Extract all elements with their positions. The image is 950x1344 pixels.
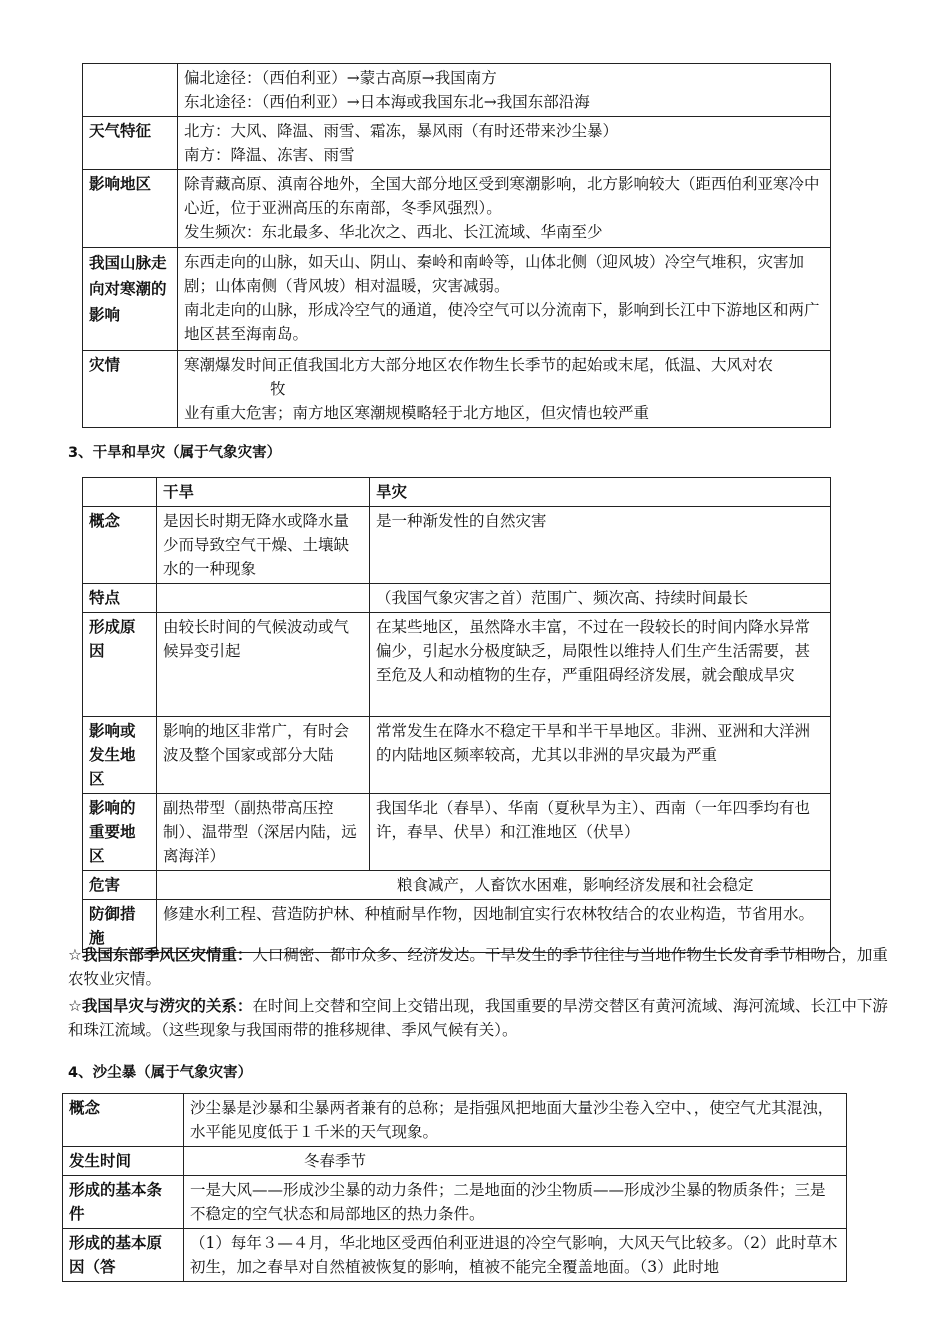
row-content	[178, 117, 831, 170]
row-head: 天气特征	[83, 117, 178, 170]
text-line: 偏北途径：（西伯利亚）→蒙古高原→我国南方	[184, 69, 497, 87]
table-row	[83, 794, 831, 871]
cell-drought: 是因长时期无降水或降水量少而导致空气干燥、土壤缺水的一种现象	[157, 507, 370, 584]
text-line: 南北走向的山脉，形成冷空气的通道，使冷空气可以分流南下，影响到长江中下游地区和两广地区甚至海南岛。	[184, 301, 820, 343]
column-header: 旱灾	[370, 478, 831, 507]
row-content	[178, 64, 831, 117]
table-row	[83, 117, 831, 170]
note-text: 在时间上交替和空间上交错出现，我国重要的旱涝交替区有黄河流域、海河流域、长江中下游和珠江流域。（这些现象与我国雨带的推移规律、季风气候有关）。	[68, 997, 888, 1039]
column-header	[83, 478, 157, 507]
row-head: 概念	[83, 507, 157, 584]
row-head	[83, 64, 178, 117]
row-head: 形成的基本条件	[63, 1176, 184, 1229]
table-row	[63, 1229, 847, 1282]
row-head: 形成原因	[83, 613, 157, 717]
drought-table	[82, 477, 831, 953]
text-line: 南方：降温、冻害、雨雪	[184, 146, 355, 164]
row-head: 影响的重要地区	[83, 794, 157, 871]
row-head: 防御措施	[83, 900, 157, 953]
note-label: ☆我国东部季风区灾情重：	[68, 946, 253, 964]
cell-span: 粮食减产，人畜饮水困难，影响经济发展和社会稳定	[157, 871, 831, 900]
sandstorm-table	[62, 1093, 847, 1282]
row-head: 我国山脉走向对寒潮的影响	[83, 248, 178, 351]
row-head: 危害	[83, 871, 157, 900]
note-text: 人口稠密、都市众多、经济发达。干旱发生的季节往往与当地作物生长发育季节相吻合，加重农牧业灾情。	[68, 946, 888, 988]
row-head: 特点	[83, 584, 157, 613]
row-content	[178, 248, 831, 351]
cell-drought-disaster: 常常发生在降水不稳定干旱和半干旱地区。非洲、亚洲和大洋洲的内陆地区频率较高，尤其以非洲的旱灾最为严重	[370, 717, 831, 794]
text-line: 寒潮爆发时间正值我国北方大部分地区农作物生长季节的起始或末尾，低温、大风对农	[184, 356, 774, 374]
row-head: 影响或发生地区	[83, 717, 157, 794]
row-content	[178, 170, 831, 248]
row-content: 一是大风——形成沙尘暴的动力条件；二是地面的沙尘物质——形成沙尘暴的物质条件；三是不稳定的空气状态和局部地区的热力条件。	[184, 1176, 847, 1229]
row-head: 影响地区	[83, 170, 178, 248]
note-east-monsoon	[68, 943, 888, 991]
table-row	[83, 64, 831, 117]
text-line: 牧	[270, 380, 286, 398]
table-row	[83, 507, 831, 584]
table-row	[83, 584, 831, 613]
table-row	[83, 717, 831, 794]
row-head: 形成的基本原因（答	[63, 1229, 184, 1282]
table-row	[83, 613, 831, 717]
table-row	[83, 351, 831, 428]
table-row	[83, 871, 831, 900]
row-content: 沙尘暴是沙暴和尘暴两者兼有的总称；是指强风把地面大量沙尘卷入空中、，使空气尤其混浊，水平能见度低于１千米的天气现象。	[184, 1094, 847, 1147]
text-line: 发生频次：东北最多、华北次之、西北、长江流域、华南至少	[184, 223, 603, 241]
cell-drought-disaster: 我国华北（春旱）、华南（夏秋旱为主）、西南（一年四季均有也许，春旱、伏旱）和江淮地区（伏旱）	[370, 794, 831, 871]
text-line: 东西走向的山脉，如天山、阴山、秦岭和南岭等，山体北侧（迎风坡）冷空气堆积，灾害加剧；山体南侧（背风坡）相对温暖，灾害减弱。	[184, 253, 805, 295]
cold-wave-table	[82, 63, 831, 428]
text-line: 除青藏高原、滇南谷地外，全国大部分地区受到寒潮影响，北方影响较大（距西伯利亚寒冷中心近，位于亚洲高压的东南部，冬季风强烈）。	[184, 175, 820, 217]
cell-drought-disaster: （我国气象灾害之首）范围广、频次高、持续时间最长	[370, 584, 831, 613]
table-row	[63, 1147, 847, 1176]
row-content	[178, 351, 831, 428]
row-content: 冬春季节	[184, 1147, 847, 1176]
cell-drought-disaster: 是一种渐发性的自然灾害	[370, 507, 831, 584]
cell-span: 修建水利工程、营造防护林、种植耐旱作物，因地制宜实行农林牧结合的农业构造，节省用水。	[157, 900, 831, 953]
table-row	[83, 248, 831, 351]
table-row	[63, 1094, 847, 1147]
column-header: 干旱	[157, 478, 370, 507]
row-head: 概念	[63, 1094, 184, 1147]
table-row	[83, 170, 831, 248]
cell-drought	[157, 584, 370, 613]
note-label: ☆我国旱灾与涝灾的关系：	[68, 997, 253, 1015]
row-head: 发生时间	[63, 1147, 184, 1176]
row-content: （1）每年３—４月，华北地区受西伯利亚进退的冷空气影响，大风天气比较多。（2）此时草木初生，加之春旱对自然植被恢复的影响，植被不能完全覆盖地面。（3）此时地	[184, 1229, 847, 1282]
section-title: 3、干旱和旱灾（属于气象灾害）	[68, 445, 282, 461]
cell-drought: 影响的地区非常广，有时会波及整个国家或部分大陆	[157, 717, 370, 794]
cell-drought: 副热带型（副热带高压控制）、温带型（深居内陆，远离海洋）	[157, 794, 370, 871]
table-header-row	[83, 478, 831, 507]
cell-drought-disaster: 在某些地区，虽然降水丰富，不过在一段较长的时间内降水异常偏少，引起水分极度缺乏，局限性以维持人们生产生活需要，甚至危及人和动植物的生存，严重阻碍经济发展，就会酿成旱灾	[370, 613, 831, 717]
table-row	[63, 1176, 847, 1229]
note-drought-flood	[68, 994, 888, 1042]
row-head: 灾情	[83, 351, 178, 428]
section-title: 4、沙尘暴（属于气象灾害）	[68, 1065, 253, 1081]
text-line: 东北途径：（西伯利亚）→日本海或我国东北→我国东部沿海	[184, 93, 590, 111]
text-line: 北方：大风、降温、雨雪、霜冻，暴风雨（有时还带来沙尘暴）	[184, 122, 619, 140]
text-line: 业有重大危害；南方地区寒潮规模略轻于北方地区，但灾情也较严重	[184, 404, 650, 422]
cell-drought: 由较长时间的气候波动或气候异变引起	[157, 613, 370, 717]
